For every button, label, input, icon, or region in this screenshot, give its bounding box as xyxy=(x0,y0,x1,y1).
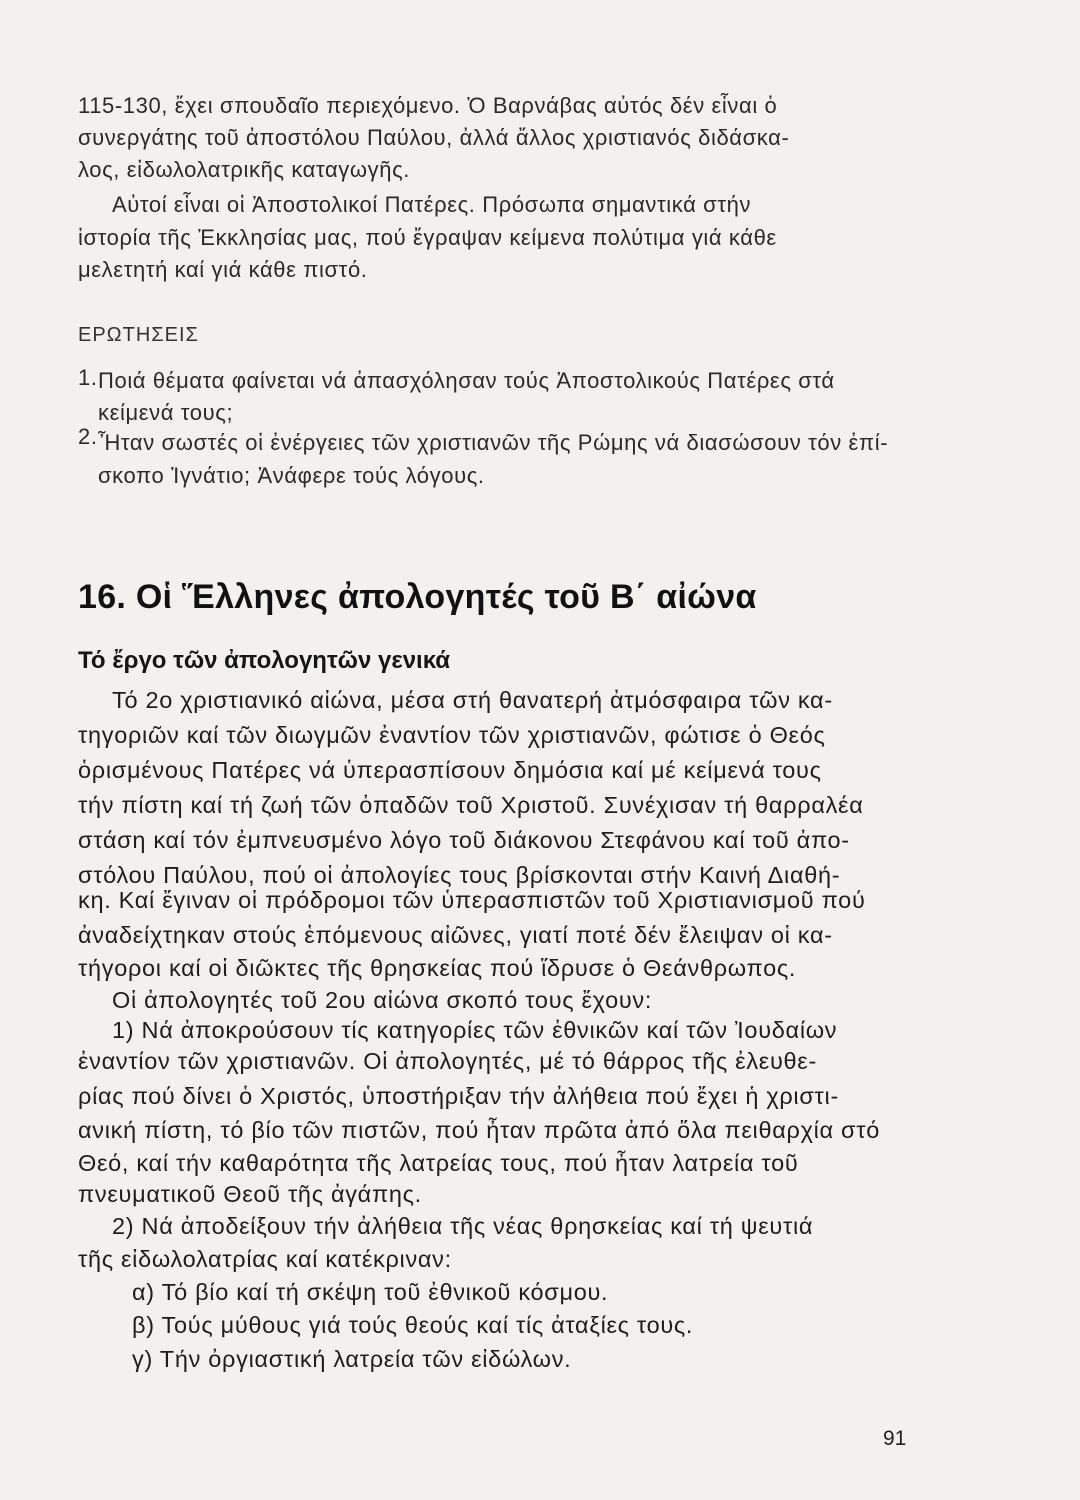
intro-line: ἱστορία τῆς Ἐκκλησίας μας, πού ἔγραψαν κείμενα πολύτιμα γιά κάθε xyxy=(78,225,777,250)
body-line: α) Τό βίο καί τή σκέψη τοῦ ἐθνικοῦ κόσμου. xyxy=(132,1279,609,1305)
intro-line: Αὐτοί εἶναι οἱ Ἀποστολικοί Πατέρες. Πρόσωπα σημαντικά στήν xyxy=(112,192,752,217)
body-line: τῆς εἰδωλολατρίας καί κατέκριναν: xyxy=(78,1246,452,1272)
body-line: Θεό, καί τήν καθαρότητα τῆς λατρείας τους, πού ἦταν λατρεία τοῦ xyxy=(78,1150,799,1176)
body-line: ἐναντίον τῶν χριστιανῶν. Οἱ ἀπολογητές, μέ τό θάρρος τῆς ἐλευθε- xyxy=(78,1048,817,1074)
body-line: ὁρισμένους Πατέρες νά ὑπερασπίσουν δημόσια καί μέ κείμενά τους xyxy=(78,757,822,783)
body-line: 2) Νά ἀποδείξουν τήν ἀλήθεια τῆς νέας θρησκείας καί τή ψευτιά xyxy=(112,1213,814,1239)
body-line: γ) Τήν ὀργιαστική λατρεία τῶν εἰδώλων. xyxy=(132,1346,572,1372)
body-line: πνευματικοῦ Θεοῦ τῆς ἀγάπης. xyxy=(78,1181,422,1207)
intro-line: συνεργάτης τοῦ ἀποστόλου Παύλου, ἀλλά ἄλλος χριστιανός διδάσκα- xyxy=(78,125,790,150)
body-line: ἀναδείχτηκαν στούς ἑπόμενους αἰῶνες, γιατί ποτέ δέν ἔλειψαν οἱ κα- xyxy=(78,922,833,948)
body-line: Τό 2ο χριστιανικό αἰώνα, μέσα στή θανατερή ἀτμόσφαιρα τῶν κα- xyxy=(112,687,833,713)
body-line: ρίας πού δίνει ὁ Χριστός, ὑποστήριξαν τήν ἀλήθεια πού ἔχει ἡ χριστι- xyxy=(78,1083,839,1109)
question-line: σκοπο Ἰγνάτιο; Ἀνάφερε τούς λόγους. xyxy=(98,463,485,488)
question-number: 1. xyxy=(78,365,98,390)
questions-label: ΕΡΩΤΗΣΕΙΣ xyxy=(78,324,199,346)
body-line: 1) Νά ἀποκρούσουν τίς κατηγορίες τῶν ἐθνικῶν καί τῶν Ἰουδαίων xyxy=(112,1017,838,1043)
body-line: τήγοροι καί οἱ διῶκτες τῆς θρησκείας πού ἵδρυσε ὁ Θεάνθρωπος. xyxy=(78,955,797,981)
body-line: β) Τούς μύθους γιά τούς θεούς καί τίς ἀταξίες τους. xyxy=(132,1312,694,1338)
question-line: Ἦταν σωστές οἱ ἐνέργειες τῶν χριστιανῶν τῆς Ρώμης νά διασώσουν τόν ἐπί- xyxy=(98,430,889,455)
body-line: τηγοριῶν καί τῶν διωγμῶν ἐναντίον τῶν χριστιανῶν, φώτισε ὁ Θεός xyxy=(78,722,826,748)
intro-line: λος, εἰδωλολατρικῆς καταγωγῆς. xyxy=(78,157,411,182)
intro-line: 115-130, ἔχει σπουδαῖο περιεχόμενο. Ὁ Βαρνάβας αὐτός δέν εἶναι ὁ xyxy=(78,93,778,118)
question-line: κείμενά τους; xyxy=(98,400,234,425)
question-line: Ποιά θέματα φαίνεται νά ἀπασχόλησαν τούς Ἀποστολικούς Πατέρες στά xyxy=(98,368,835,393)
body-line: στάση καί τόν ἐμπνευσμένο λόγο τοῦ διάκονου Στεφάνου καί τοῦ ἀπο- xyxy=(78,827,850,853)
body-line: ανική πίστη, τό βίο τῶν πιστῶν, πού ἦταν πρῶτα ἀπό ὅλα πειθαρχία στό xyxy=(78,1117,881,1143)
body-line: στόλου Παύλου, πού οἱ ἀπολογίες τους βρίσκονται στήν Καινή Διαθή- xyxy=(78,862,841,888)
intro-line: μελετητή καί γιά κάθε πιστό. xyxy=(78,257,368,282)
body-line: τήν πίστη καί τή ζωή τῶν ὀπαδῶν τοῦ Χριστοῦ. Συνέχισαν τή θαρραλέα xyxy=(78,792,864,818)
question-number: 2. xyxy=(78,424,98,449)
chapter-heading: 16. Οἱ Ἕλληνες ἀπολογητές τοῦ Β΄ αἰώνα xyxy=(78,578,757,616)
body-line: κη. Καί ἔγιναν οἱ πρόδρομοι τῶν ὑπερασπιστῶν τοῦ Χριστιανισμοῦ πού xyxy=(78,887,866,913)
body-line: Οἱ ἀπολογητές τοῦ 2ου αἰώνα σκοπό τους ἔχουν: xyxy=(112,987,653,1013)
page-number: 91 xyxy=(883,1427,907,1450)
section-heading: Τό ἔργο τῶν ἀπολογητῶν γενικά xyxy=(78,647,451,674)
